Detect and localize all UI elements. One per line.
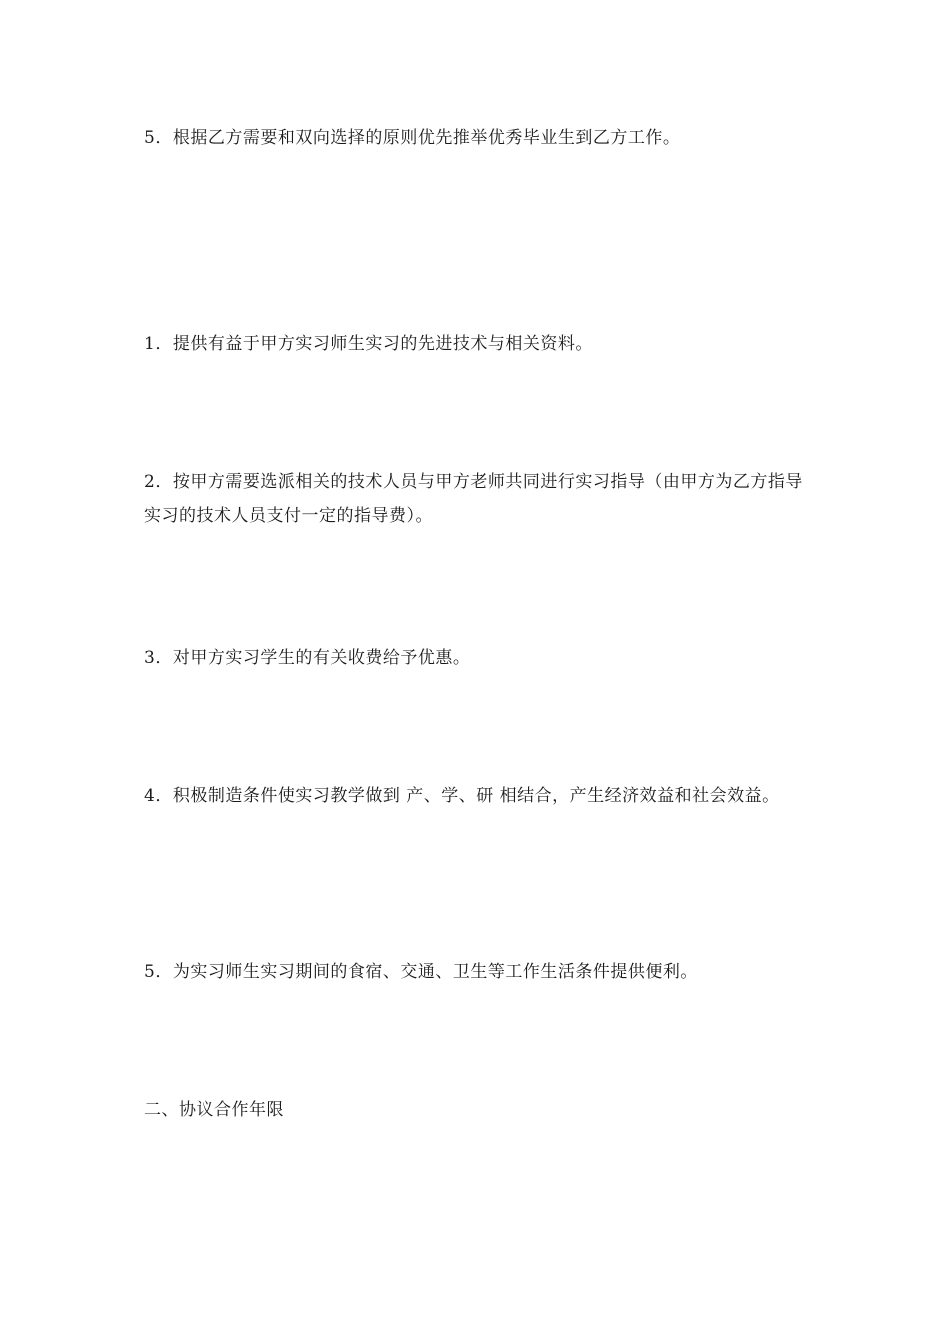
paragraph-item-4-party-b: 4．积极制造条件使实习教学做到 产、学、研 相结合，产生经济效益和社会效益。	[144, 786, 780, 806]
paragraph-item-1-party-b: 1．提供有益于甲方实习师生实习的先进技术与相关资料。	[144, 334, 593, 354]
paragraph-item-3-party-b: 3．对甲方实习学生的有关收费给予优惠。	[144, 648, 471, 668]
paragraph-item-5-party-a: 5．根据乙方需要和双向选择的原则优先推举优秀毕业生到乙方工作。	[144, 128, 681, 148]
section-heading-cooperation-term: 二、协议合作年限	[144, 1100, 284, 1120]
paragraph-item-5-party-b: 5．为实习师生实习期间的食宿、交通、卫生等工作生活条件提供便利。	[144, 962, 698, 982]
paragraph-item-2-party-b: 2．按甲方需要选派相关的技术人员与甲方老师共同进行实习指导（由甲方为乙方指导实习的技术人员支付一定的指导费）。	[144, 472, 803, 526]
